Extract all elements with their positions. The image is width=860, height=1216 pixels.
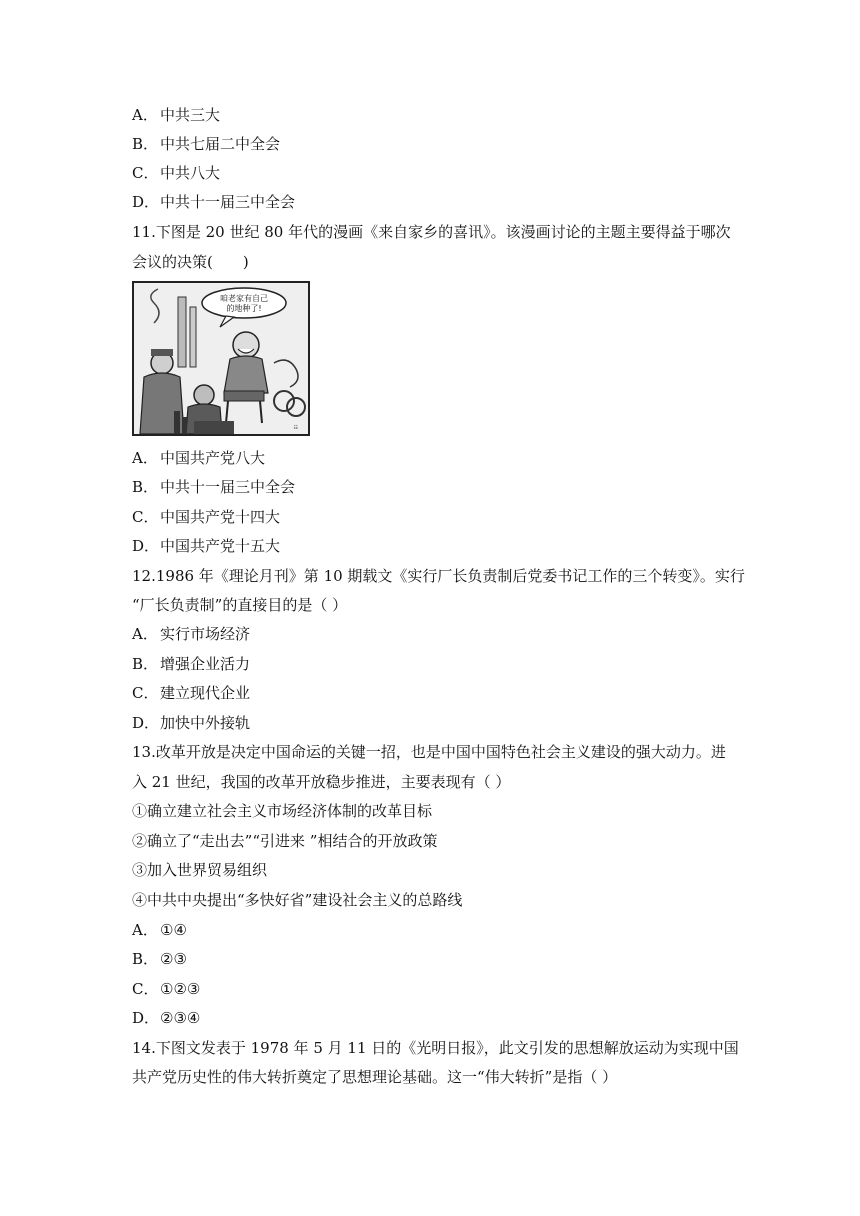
option-letter: D．	[132, 537, 160, 555]
option-text: 中共三大	[160, 106, 221, 124]
q13-stem-line1: 13.改革开放是决定中国命运的关键一招，也是中国中国特色社会主义建设的强大动力。进	[132, 743, 726, 761]
q13-item-4: ④中共中央提出“多快好省”建设社会主义的总路线	[132, 891, 463, 909]
option-text: 中共八大	[160, 164, 221, 182]
option-text: ①②③	[160, 980, 201, 998]
option-letter: A．	[132, 106, 158, 124]
q10-option-c[interactable]	[132, 163, 220, 183]
option-text: 中国共产党八大	[160, 449, 266, 467]
option-text: 中国共产党十五大	[160, 537, 281, 555]
option-letter: A．	[132, 921, 158, 939]
option-letter: B．	[132, 135, 159, 153]
option-letter: B．	[132, 950, 159, 968]
option-text: 建立现代企业	[160, 684, 251, 702]
option-text: ②③④	[160, 1009, 201, 1027]
option-letter: D．	[132, 193, 160, 211]
q12-stem-line2: “厂长负责制”的直接目的是（ ）	[132, 596, 348, 614]
option-letter: C．	[132, 508, 159, 526]
q11-stem-line2: 会议的决策( )	[132, 253, 249, 271]
option-text: 中国共产党十四大	[160, 508, 281, 526]
q13-item-2: ②确立了“走出去”“引进来 ”相结合的开放政策	[132, 832, 438, 850]
q12-option-d[interactable]	[132, 713, 250, 733]
q13-option-c[interactable]	[132, 979, 200, 999]
option-text: 增强企业活力	[160, 655, 251, 673]
q10-option-d[interactable]	[132, 192, 295, 212]
option-text: 中共十一届三中全会	[160, 478, 296, 496]
q12-option-c[interactable]	[132, 683, 250, 703]
option-text: ①④	[160, 921, 187, 939]
cartoon-image	[132, 281, 310, 436]
q13-item-3: ③加入世界贸易组织	[132, 861, 268, 879]
q14-stem-line2: 共产党历史性的伟大转折奠定了思想理论基础。这一“伟大转折”是指（ ）	[132, 1068, 618, 1086]
q10-option-b[interactable]	[132, 134, 280, 154]
svg-text:咱老家有自己: 咱老家有自己	[220, 294, 268, 303]
q11-option-a[interactable]	[132, 448, 265, 468]
option-letter: D．	[132, 714, 160, 732]
option-text: 中共十一届三中全会	[160, 193, 296, 211]
option-letter: A．	[132, 625, 158, 643]
q13-item-1: ①确立建立社会主义市场经济体制的改革目标	[132, 802, 433, 820]
cartoon-drawing	[134, 283, 308, 434]
q13-option-b[interactable]	[132, 949, 187, 969]
q10-option-a[interactable]	[132, 105, 220, 125]
option-letter: C．	[132, 164, 159, 182]
q11-option-b[interactable]	[132, 477, 295, 497]
svg-text:的地种了!: 的地种了!	[226, 304, 262, 313]
option-letter: C．	[132, 684, 159, 702]
option-letter: D．	[132, 1009, 160, 1027]
option-text: ②③	[160, 950, 187, 968]
q12-option-a[interactable]	[132, 624, 250, 644]
option-letter: B．	[132, 478, 159, 496]
q11-option-d[interactable]	[132, 536, 280, 556]
option-text: 中共七届二中全会	[160, 135, 281, 153]
q12-option-b[interactable]	[132, 654, 250, 674]
q11-option-c[interactable]	[132, 507, 280, 527]
option-text: 实行市场经济	[160, 625, 251, 643]
option-letter: A．	[132, 449, 158, 467]
svg-text:☷: ☷	[293, 425, 298, 431]
option-letter: B．	[132, 655, 159, 673]
q13-stem-line2: 入 21 世纪，我国的改革开放稳步推进，主要表现有（ ）	[132, 773, 511, 791]
q11-stem-line1: 11.下图是 20 世纪 80 年代的漫画《来自家乡的喜讯》。该漫画讨论的主题主要得益于哪次	[132, 223, 731, 241]
q13-option-d[interactable]	[132, 1008, 200, 1028]
q14-stem-line1: 14.下图文发表于 1978 年 5 月 11 日的《光明日报》，此文引发的思想解放运动为实现中国	[132, 1039, 739, 1057]
option-letter: C．	[132, 980, 159, 998]
q13-option-a[interactable]	[132, 920, 187, 940]
q12-stem-line1: 12.1986 年《理论月刊》第 10 期载文《实行厂长负责制后党委书记工作的三个转变》。实行	[132, 567, 745, 585]
option-text: 加快中外接轨	[160, 714, 251, 732]
